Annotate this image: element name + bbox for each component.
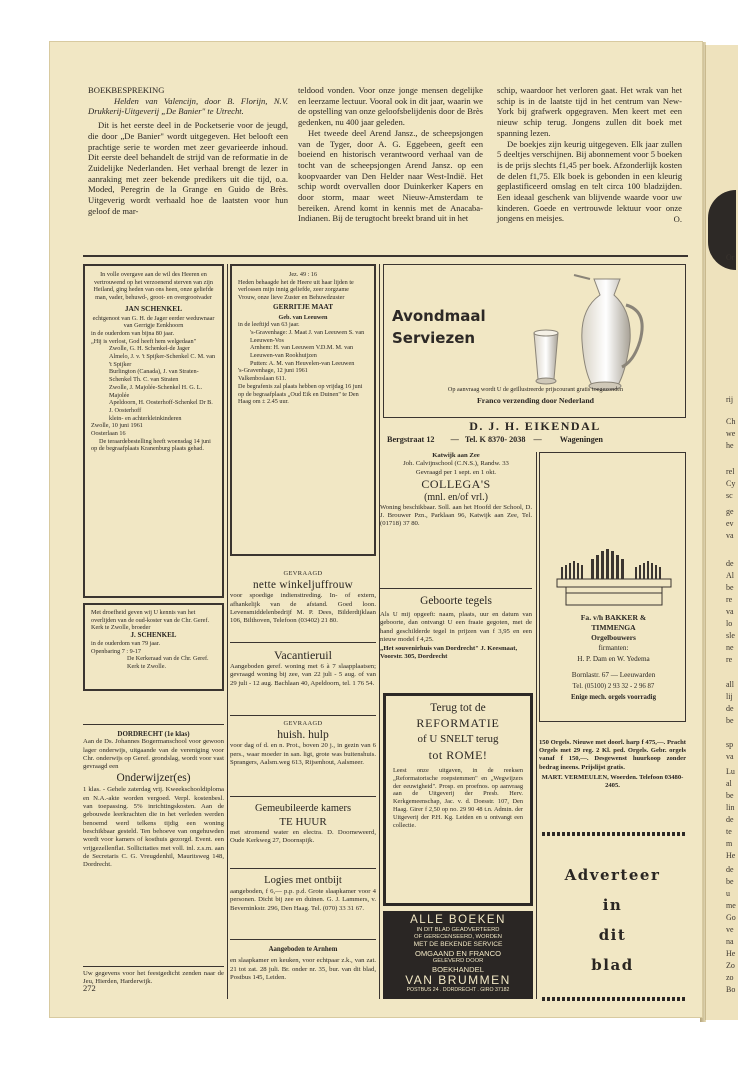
next-page-fragment: re <box>726 655 733 664</box>
logies-headline: Logies met ontbijt <box>264 875 342 886</box>
adverteer-line-4: blad <box>591 956 634 974</box>
notice-born: Geb. van Leeuwen <box>278 313 328 321</box>
next-page-fragment: be <box>726 791 734 800</box>
organ-firm-2: TIMMENGA <box>591 623 636 632</box>
winkel-label: GEVRAAGD <box>283 570 323 577</box>
next-page-fragment: he <box>726 441 734 450</box>
winkel-text: voor spoedige indiensttreding. In- of extern, afhankelijk van de afstand. Goed loon. Levensmiddelenbedrijf M. P. Dees, Bilderdijklaan 106, Bilthoven, Telefoon (03402) 21 80. <box>230 592 376 625</box>
notice-funeral: De begrafenis zal plaats hebben op vrijdag 16 juni op de begraafplaats „Oud Eik en Duinen" te Den Haag om ± 2.45 uur. <box>238 382 363 406</box>
ad-huish-hulp <box>230 720 376 767</box>
next-page-fragment: m <box>726 839 733 848</box>
organ-firm-4: firmanten: <box>598 644 629 652</box>
organ-text <box>544 613 683 704</box>
next-page-fragment: te <box>726 827 732 836</box>
next-page-fragment: He <box>726 949 736 958</box>
katwijk-sought: Gevraagd per 1 sept. en 1 okt. <box>415 468 497 476</box>
ad-katwijk <box>380 452 532 529</box>
dordrecht-text-2: 1 klas. - Gehele zaterdag vrij. Kweekschooldiploma en N.A.-akte worden vergoed. Verpl. kostenbesl. van toepassing. 5% inrichtingskosten. Aan de gebouwde leerkrachten die in het verleden werden benoemd werd telkens tijdig een woning beschikbaar gesteld. Ten behoeve van ongehuwden wordt voor kamers of kosthuis gezorgd. Event. een vrijgezellenflat. Sollicitaties met voll. inl. z.s.m. aan de Secretaris C. G. Vreugdenhil, Mauritsweg 148, Dordrecht. <box>83 786 224 869</box>
next-page-fragment: ve <box>726 925 734 934</box>
next-page-fragment: ev <box>726 519 734 528</box>
wavy-border-bottom <box>542 997 686 1001</box>
notice-intro: Heden behaagde het de Heere uit haar lijden te verlossen mijn innig geliefde, zeer zorgzame Vrouw, onze lieve Zuster en Behuwdzuster <box>238 278 354 302</box>
notice-intro: In volle overgave aan de wil des Heeren en vertrouwend op het verzoenend sterven van zijn Heiland, ging heden van ons heen, onze geliefde man, vader, behuwd-, groot- en overgrootvader <box>93 271 214 302</box>
next-page-fragment: ge <box>726 507 734 516</box>
ad-dordrecht <box>83 730 224 869</box>
divider <box>230 715 376 716</box>
divider <box>230 642 376 643</box>
reformatie-line-2: REFORMATIE <box>416 716 500 730</box>
adverteer-line-1: Adverteer <box>564 866 661 884</box>
eikendal-city: Wageningen <box>559 435 603 444</box>
next-page-fragment: be <box>726 877 734 886</box>
notice-family: Zwolle, G. H. Schenkel-de Jager Almelo, J. v. 't Spijker-Schenkel C. M. van 't Spijker Burlington (Canada), J. van Straten-Schenkel Th. C. van Straten Zwolle, J. Majolée-Schenkel H. G. L. Majolée Apeldoorn, H. Oosterhoff-Schenkel Dr B. J. Oosterhoff klein- en achterkleinkinderen <box>109 345 216 422</box>
next-page-fragment: Zo <box>726 961 735 970</box>
column-rule <box>536 452 537 999</box>
reformatie-text: Leest onze uitgaven, in de reeksen „Reformatorische roepstemmen" en „Wegwijzers der eeuwigheid". Prosp. en proefnos. op aanvraag aan de Uitgeverij der Presb. Herv. Kerkgemeenschap, Jac. v. d. Doesstr. 107, Den Haag. Girer f 2,50 op no. 29 90 48 t.n. Admin. der Uitgeverij der P.H. Kg. Leiden en u ontvangt een collectie. <box>393 767 523 829</box>
next-page-fragment: zo <box>726 973 734 982</box>
notice-family: 's-Gravenhage: J. Maat J. van Leeuwen S. van Leeuwen-Vos Arnhem: H. van Leeuwen V.D.M. M. van Leeuwen-van Rookhuijzen Putten: A. M. van Heuvelen-van Leeuwen <box>250 328 365 367</box>
adverteer-line-2: in <box>602 896 623 914</box>
divider <box>230 796 376 797</box>
harp-text: 150 Orgels. Nieuwe met doorl. harp f 475,—. Pracht Orgels met 29 reg. 2 Kl. ped. Orgels. Gebr. orgels vanaf f 150,—. Desgewenst huurkoop zonder bedrag ineens. Prijslijst gratis. <box>539 739 686 771</box>
arnhem-title: Aangeboden te Arnhem <box>268 946 338 953</box>
hulp-label: GEVRAAGD <box>283 720 323 727</box>
organ-firm-1: Fa. v/h BAKKER & <box>580 613 647 622</box>
divider <box>83 724 224 725</box>
notice-date: Zwolle, 10 juni 1961 Oosterlaan 16 <box>91 422 143 438</box>
katwijk-title: Katwijk aan Zee <box>432 452 480 459</box>
next-page-fragment: sp <box>726 740 734 749</box>
brummen-line-2: IN DIT BLAD GEADVERTEERD <box>416 927 500 933</box>
next-page-fragment: rij <box>726 395 734 404</box>
review-paragraph: schip, waardoor het verloren gaat. Het wrak van het schip is in de laatste tijd in het centrum van New-York bij grafwerk opgegraven. Men keert met een nieuw schip terug. Jongens zullen dit boek met spanning lezen. <box>497 85 682 138</box>
next-page-fragment: de <box>726 704 734 713</box>
review-paragraph: De boekjes zijn keurig uitgegeven. Elk jaar zullen 5 deeltjes verschijnen. Bij abonnement voor 5 boeken is de prijs slechts f1,45 per boek. Afzonderlijk kosten de delen f1,75. Elk boek is gebonden in een kleurig geplastificeerd omslag en telt circa 100 bladzijden. Een ideaal geschenk van blijvende waarde voor uw kinderen. Goede en vertrouwde lektuur voor onze jongens en meisjes. <box>497 138 682 224</box>
ad-arnhem <box>230 946 376 982</box>
reformatie-line-3: of U SNELT terug <box>417 733 499 745</box>
next-page-fragment: rel <box>726 467 735 476</box>
eikendal-title <box>392 305 486 349</box>
brummen-line-4: MET DE BEKENDE SERVICE <box>413 941 503 948</box>
dordrecht-title: DORDRECHT (1e klas) <box>117 730 190 738</box>
review-paragraph: Dit is het eerste deel in de Pocketserie voor de jeugd, die door „De Banier" wordt uitgegeven. Het belooft een prachtige serie te worden met zeer gevarieerde inhoud. Dit eerste deel behandelt de strijd van de reformatie in de Zuidelijke Nederlanden. Het verhaal brengt de lezer in aanraking met zeer bekende predikers uit die tijd, o.a. Moded, Peregrin de la Grange en Guido de Brès. Uitgeverig wordt verhaald hoe de laatsten voor hun geloof de mar- <box>88 120 288 216</box>
next-page-fragment: all <box>726 680 734 689</box>
brummen-line-3: OF GERECENSEERD, WORDEN <box>414 934 502 940</box>
ad-van-brummen <box>383 911 533 999</box>
next-page-fragment: me <box>726 901 736 910</box>
next-page-fragment: sle <box>726 631 735 640</box>
divider <box>380 588 532 589</box>
section-divider <box>83 255 688 257</box>
dordrecht-headline: Onderwijzer(es) <box>116 772 191 785</box>
next-page-fragment: Or <box>726 253 735 262</box>
deceased-name: GERRITJE MAAT <box>273 302 333 311</box>
notice-kerkeraad <box>83 603 224 691</box>
tegels-headline: Geboorte tegels <box>420 595 492 607</box>
kamers-headline-2: TE HUUR <box>279 816 327 828</box>
next-page-fragment: re <box>726 595 733 604</box>
ad-eikendal <box>383 264 686 418</box>
next-page-fragment: lo <box>726 619 733 628</box>
harp-firm: MART. VERMEULEN, Woerden. Telefoon 03480-2405. <box>541 773 684 790</box>
katwijk-sub: (mnl. en/of vrl.) <box>424 491 488 503</box>
eikendal-title-1: Avondmaal <box>392 307 486 325</box>
next-page-fragment: na <box>726 937 734 946</box>
column-rule <box>379 264 380 999</box>
ad-vermeulen-orgels <box>539 739 686 790</box>
kerkeraad-verse: Openbaring 7 : 9-17 <box>91 647 142 655</box>
next-page-edge <box>705 45 738 1020</box>
kerkeraad-signed: De Kerkeraad van de Chr. Geref. Kerk te Zwolle. <box>127 655 209 670</box>
ad-harderwijk: Uw gegevens voor het feestgedicht zenden naar de Jeu, Hierden, Harderwijk. <box>83 970 224 986</box>
next-page-fragment: Ch <box>726 417 736 426</box>
next-page-fragment: Bo <box>726 985 736 994</box>
next-page-fragment: ne <box>726 643 734 652</box>
notice-verse: „Hij is verlost, God heeft hem welgedaan" <box>91 337 197 345</box>
ad-winkeljuffrouw <box>230 570 376 625</box>
next-page-fragment: de <box>726 559 734 568</box>
next-page-fragment: sc <box>726 491 733 500</box>
notice-age: in de ouderdom van bijna 80 jaar. <box>91 329 174 337</box>
organ-icon <box>556 549 672 607</box>
death-notice-schenkel <box>83 264 224 598</box>
next-page-fragment: He <box>726 851 736 860</box>
ad-geboorte-tegels <box>380 594 532 662</box>
brummen-line-5: OMGAAND EN FRANCO <box>414 949 502 958</box>
eikendal-tel: Tel. K 8370- 2038 <box>464 435 526 444</box>
ad-bakker-timmenga <box>539 452 686 722</box>
review-col-3 <box>497 85 682 225</box>
next-page-fragment: be <box>726 716 734 725</box>
next-page-fragment: Lu <box>726 767 735 776</box>
brummen-line-9: POSTBUS 24 . DORDRECHT . GIRO 37182 <box>406 987 510 993</box>
divider <box>83 966 224 967</box>
next-page-fragment: we <box>726 429 736 438</box>
next-page-fragment: Al <box>726 571 734 580</box>
next-page-fragment: de <box>726 815 734 824</box>
kamers-headline-1: Gemeubileerde kamers <box>254 803 352 814</box>
notice-spouse: echtgenoot van G. H. de Jager eerder weduwnaar van Gerrigje Eenkhoorn <box>92 314 215 330</box>
review-heading: BOEKBESPREKING <box>88 85 165 95</box>
brummen-line-6: GELEVERD DOOR <box>432 958 484 964</box>
kamers-text: met stromend water en electra. D. Doorneweerd, Oude Kerkweg 27, Doornspijk. <box>230 829 376 845</box>
review-paragraph: Het tweede deel Arend Jansz., de scheepsjongen van de Tyger, door A. G. Eggebeen, geeft een boeiend en historisch verantwoord verhaal van de tocht van de scheepsjongen Arend Jansz. op een koopvaarder van Den Helder naar West-Indië. Het schip wordt overvallen door Duinkerker Kapers en door storm, maar weet Nieuw-Amsterdam te bereiken. Arend komt in kennis met de Anacaba-Indianen. Bij de terugtocht breekt brand uit in het <box>298 127 483 224</box>
eikendal-contact: Bergstraat 12 — Tel. K 8370- 2038 — Wageningen <box>387 435 603 444</box>
review-paragraph: teldood vonden. Voor onze jonge mensen degelijke en leerzame lectuur. Vooral ook in dit jaar, waarin we de opstelling van onze geloofsbelijdenis door de Brès gedenken, nu 400 jaar geleden. <box>298 85 483 128</box>
vacantie-text: Aangeboden geref. woning met 6 à 7 slaapplaatsen; gevraagd woning bij zee, van 22 juli - 5 aug. of van 29 juli - 12 aug. Bachlaan 40, Apeldoorn, tel. 1 76 54. <box>230 663 376 687</box>
next-page-fragment: de <box>726 865 734 874</box>
ad-logies <box>230 874 376 913</box>
eikendal-line: Op aanvraag wordt U de geïllustreerde prijscourant gratis toegezonden <box>447 386 624 393</box>
katwijk-text: Woning beschikbaar. Soll. aan het Hoofd der School, D. J. Brouwer Pzn., Parklaan 96, Katwijk aan Zee, Tel. (01718) 37 80. <box>380 503 532 528</box>
eikendal-shipping: Franco verzending door Nederland <box>476 396 595 405</box>
kerkeraad-text: Met droefheid geven wij U kennis van het overlijden van de oud-koster van de Chr. Geref. Kerk te Zwolle, broeder <box>91 609 210 632</box>
page-number: 272 <box>83 983 96 993</box>
divider <box>230 939 376 940</box>
wavy-border-top <box>542 832 686 836</box>
organ-firm-3: Orgelbouwers <box>591 633 636 642</box>
kerkeraad-age: in de ouderdom van 79 jaar. <box>91 639 161 647</box>
next-page-fragment: lij <box>726 692 733 701</box>
kerkeraad-name: J. SCHENKEL <box>130 631 177 640</box>
next-page-fragment: al <box>726 779 732 788</box>
brummen-line-8: VAN BRUMMEN <box>405 973 511 987</box>
review-col-1 <box>88 85 288 216</box>
review-signature: O. <box>673 214 682 225</box>
winkel-headline: nette winkeljuffrouw <box>253 579 353 592</box>
reformatie-line-4: tot ROME! <box>428 748 488 762</box>
adverteer-line-3: dit <box>598 926 627 944</box>
ad-vacantieruil <box>230 647 376 688</box>
organ-owners: H. P. Dam en W. Yedema <box>577 655 650 663</box>
ad-kamers <box>230 802 376 846</box>
review-col-2 <box>298 85 483 224</box>
next-page-fragment: lin <box>726 803 735 812</box>
ad-reformatie <box>383 693 533 906</box>
brummen-line-1: ALLE BOEKEN <box>410 914 506 926</box>
column-rule <box>227 264 228 999</box>
hulp-headline: huish. hulp <box>277 728 329 742</box>
communion-set-image <box>514 271 664 397</box>
logies-text: aangeboden, f 6,— p.p. p.d. Grote slaapkamer voor 4 personen. Dicht bij zee en duinen. G. J. Lammers, v. Beverninkstr. 296, Den Haag. Tel. (070) 33 31 67. <box>230 888 376 912</box>
deceased-name: JAN SCHENKEL <box>124 303 183 313</box>
adverteer-block <box>539 860 686 980</box>
arnhem-text: en slaapkamer en keuken, voor echtpaar z.k., van zat. 21 tot zat. 28 juli. Br. onder nr. 35, bur. van dit blad, Postbus 145, Leiden. <box>230 957 376 981</box>
next-page-fragment: va <box>726 752 734 761</box>
notice-date: 's-Gravenhage, 12 juni 1961 Valkenboslaan 611. <box>238 367 308 383</box>
hulp-text: voor dag of d. en n. Prot., boven 20 j., in gezin van 6 pers., waar moeder in san. ligt, grote was buitenshuis. Sprangers, Aalsm.weg 613, Rijsenhout, Aalsmeer. <box>230 742 376 766</box>
eikendal-title-2: Serviezen <box>392 329 476 347</box>
next-page-fragment: Cy <box>726 479 736 488</box>
next-page-fragment: va <box>726 607 734 616</box>
organ-tel: Tel. (05100) 2 93 32 - 2 96 87 <box>572 683 655 690</box>
magazine-page <box>50 42 702 1017</box>
dordrecht-text-1: Aan de Ds. Johannes Bogermanschool voor gewoon lager onderwijs, uitgaande van de vereniging voor Chr. onderwijs op Geref. grondslag, wordt voor vast gevraagd een <box>83 738 224 771</box>
eikendal-address: Bergstraat 12 <box>387 435 435 444</box>
katwijk-headline: COLLEGA'S <box>421 476 491 491</box>
eikendal-name: D. J. H. EIKENDAL <box>469 419 601 433</box>
death-notice-maat <box>230 264 376 556</box>
divider <box>230 868 376 869</box>
review-title-line: Helden van Valencijn, door B. Florijn, N.V. Drukkerij-Uitgeverij „De Banier" te Utrecht. <box>88 95 288 117</box>
notice-funeral: De teraardebestelling heeft woensdag 14 juni op de begraafplaats Kranenburg plaats gehad. <box>91 437 211 453</box>
notice-age: in de leeftijd van 63 jaar. <box>238 321 300 329</box>
jug-icon <box>582 279 630 385</box>
next-page-fragment: va <box>726 531 734 540</box>
cup-icon <box>534 333 558 379</box>
next-page-fragment: Go <box>726 913 736 922</box>
next-page-fragment: u <box>726 889 730 898</box>
tegels-text: Als U mij opgeeft: naam, plaats, uur en datum van geboorte, dan ontvangt U een fraaie gegoten, met de hand geschilderde tegel in prijzen van f 3,95 en een nieuw model f 4,25. <box>380 611 532 643</box>
organ-tagline: Enige mech. orgels voorradig <box>571 694 656 701</box>
vacantie-headline: Vacantieruil <box>274 648 332 662</box>
notice-verse: Jez. 49 : 16 <box>288 271 318 278</box>
brummen-line-7: BOEKHANDEL <box>432 965 484 974</box>
reformatie-line-1: Terug tot de <box>430 702 486 714</box>
katwijk-school: Joh. Calvijnschool (C.N.S.), Randw. 33 <box>403 460 509 468</box>
tegels-shop: „Het souvenirhuis van Dordrecht" J. Keesmaat, Voorstr. 305, Dordrecht <box>380 645 518 661</box>
next-page-fragment: be <box>726 583 734 592</box>
organ-addr: Bornlastr. 67 — Leeuwarden <box>571 671 656 679</box>
